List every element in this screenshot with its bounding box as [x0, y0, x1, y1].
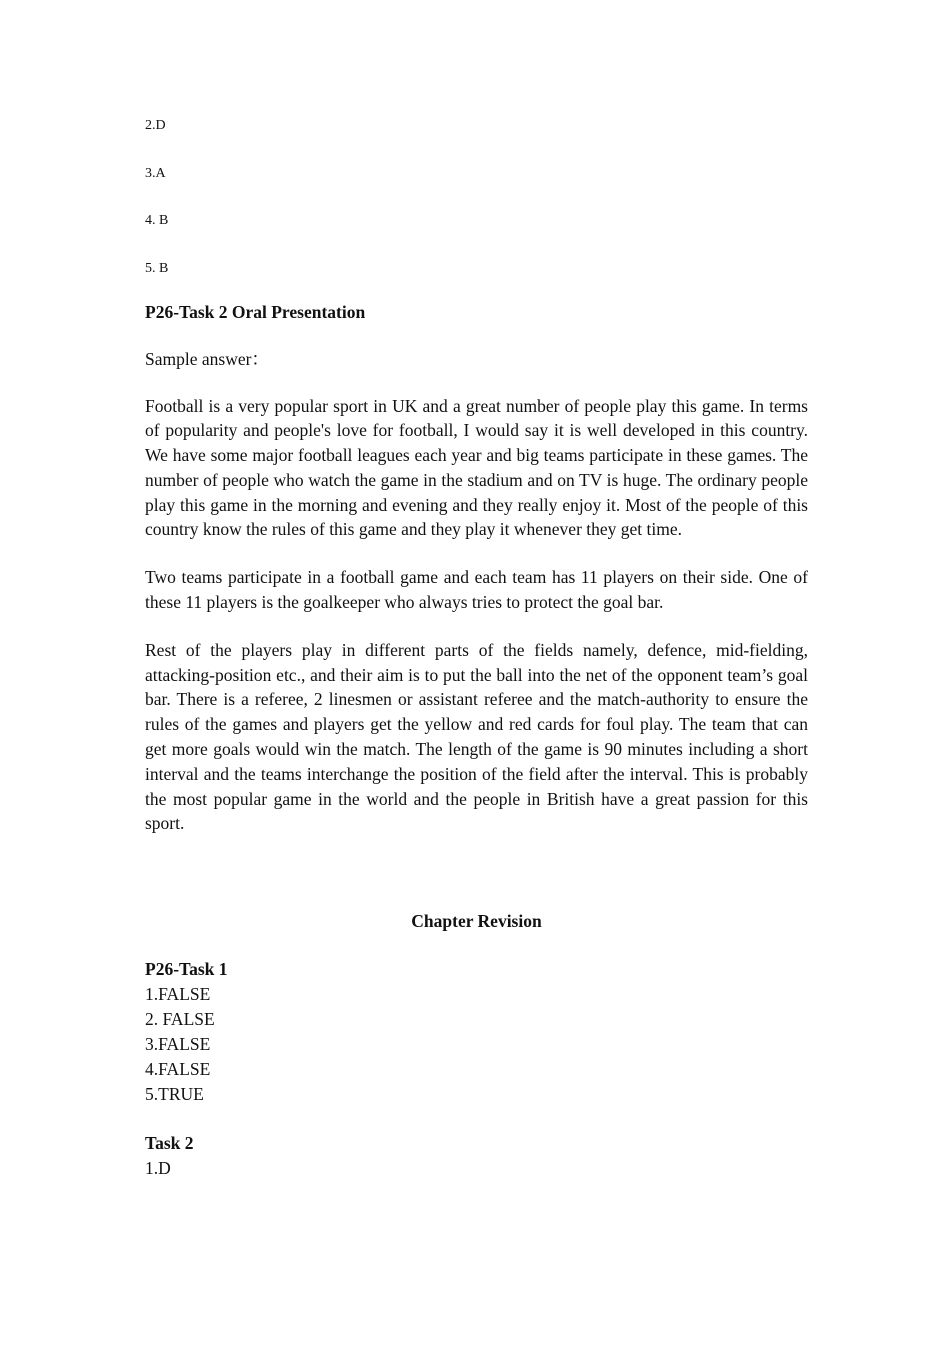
section-title: P26-Task 2 Oral Presentation: [145, 301, 366, 322]
sample-answer-label: Sample answer：: [145, 348, 269, 369]
answer-item: 4. B: [145, 213, 169, 228]
top-answers-list: [145, 116, 808, 279]
task2-title: Task 2: [145, 1133, 194, 1154]
answer-item: 2.D: [145, 118, 166, 133]
page-content: [145, 116, 808, 1181]
task2-answer: 1.D: [145, 1158, 171, 1179]
task1-answer: 1.FALSE: [145, 984, 211, 1005]
task1-answer: 2. FALSE: [145, 1009, 215, 1030]
task1-answer: 3.FALSE: [145, 1034, 211, 1055]
chapter-title: Chapter Revision: [411, 911, 542, 932]
task1-answer: 5.TRUE: [145, 1084, 204, 1105]
task1-title: P26-Task 1: [145, 959, 228, 980]
paragraph: Rest of the players play in different parts of the fields namely, defence, mid-fielding, attacking-position etc., and their aim is to put the ball into the net of the opponent team’s goal bar. There is a referee, 2 linesmen or assistant referee and the match-authority to ensure the rules of the games and players get the yellow and red cards for foul play. The team that can get more goals would win the match. The length of the game is 90 minutes including a short interval and the teams interchange the position of the field after the interval. This is probably the most popular game in the world and the people in British have a great passion for this sport.: [145, 639, 808, 834]
task1-answers: [145, 982, 808, 1107]
answer-item: 3.A: [145, 165, 166, 181]
paragraph: Two teams participate in a football game and each team has 11 players on their side. One of these 11 players is the goalkeeper who always tries to protect the goal bar.: [145, 567, 808, 613]
task2-answers: [145, 1156, 808, 1181]
task1-answer: 4.FALSE: [145, 1059, 211, 1080]
paragraph: Football is a very popular sport in UK and a great number of people play this game. In terms of popularity and people's love for football, I would say it is well developed in this country. We have some major football leagues each year and big teams participate in these games. The number of people who watch the game in the stadium and on TV is huge. The ordinary people play this game in the morning and evening and they really enjoy it. Most of the people of this country know the rules of this game and they play it whenever they get time.: [145, 395, 808, 540]
answer-item: 5. B: [145, 260, 169, 276]
